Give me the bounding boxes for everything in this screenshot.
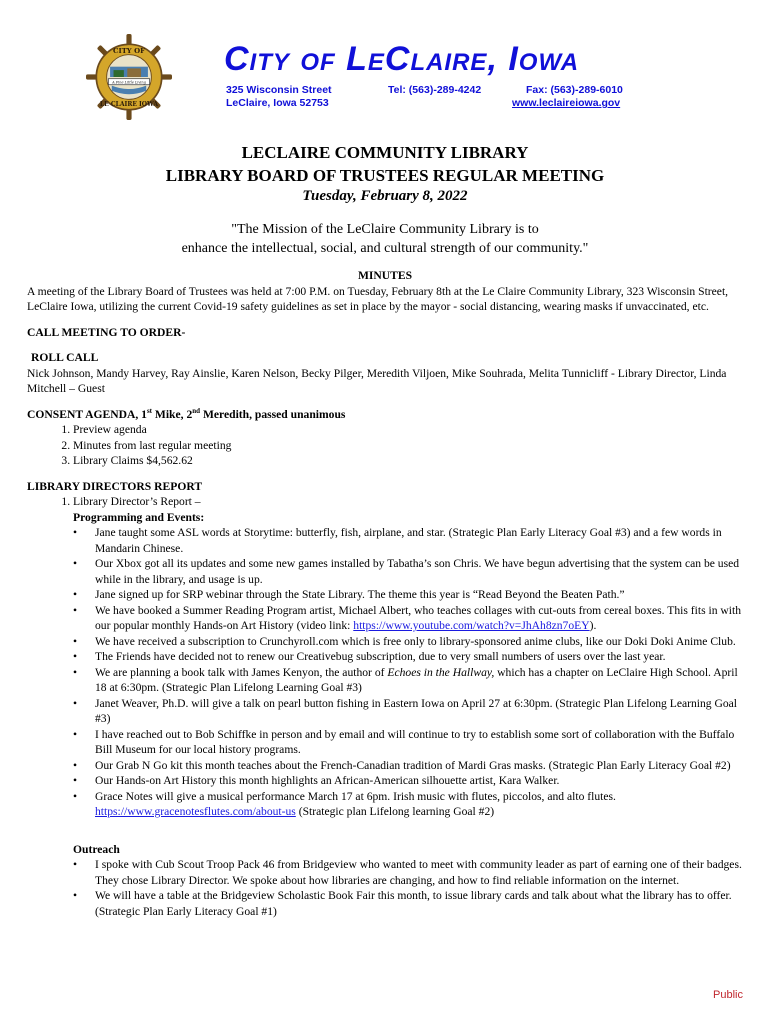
fax: Fax: (563)-289-6010: [526, 84, 623, 96]
list-item: • Janet Weaver, Ph.D. will give a talk on pearl button fishing in Eastern Iowa on April 27 at 6:30pm. (Strategic Plan Lifelong Learning Goal #3): [95, 696, 743, 727]
list-item: • We will have a table at the Bridgeview Scholastic Book Fair this month, to issue library cards and talk about what the library has to offer. (Strategic Plan Early Literacy Goal #1): [95, 888, 743, 919]
svg-text:LE CLAIRE IOWA: LE CLAIRE IOWA: [99, 101, 159, 109]
list-item: • I spoke with Cub Scout Troop Pack 46 from Bridgeview who wanted to meet with community leader as part of earning one of their badges. They chose Library Director. We spoke about how libraries are changing, and how to find reliable information on the internet.: [95, 857, 743, 888]
city-title: City of LeClaire, Iowa: [224, 40, 580, 78]
street-address: 325 Wisconsin Street: [226, 84, 332, 96]
list-item: 2. Minutes from last regular meeting: [73, 438, 743, 454]
list-item: • Our Hands-on Art History this month highlights an African-American silhouette artist, Kara Walker.: [95, 773, 743, 789]
minutes-body: [27, 268, 743, 919]
roll-call-heading: ROLL CALL: [31, 351, 99, 364]
list-item: 3. Library Claims $4,562.62: [73, 453, 743, 469]
consent-agenda-heading: CONSENT AGENDA, 1st Mike, 2nd Meredith, passed unanimous: [27, 406, 346, 421]
list-item: 1. Library Director’s Report –: [73, 494, 743, 510]
list-item: • Grace Notes will give a musical performance March 17 at 6pm. Irish music with flutes, piccolos, and alto flutes. https://www.gracenotesflutes.com/about-us (Strategic plan Lifelong learning Goal #2): [95, 789, 743, 820]
programming-list: [27, 525, 743, 820]
list-item: • We have booked a Summer Reading Program artist, Michael Albert, who teaches collages with cut-outs from cereal boxes. This fits in with our popular monthly Hands-on Art History (video link: https://www.youtube.com/watch?v=JhAh8zn7oEY).: [95, 603, 743, 634]
city-state-zip: LeClaire, Iowa 52753: [226, 97, 329, 109]
directors-report-list: [27, 494, 743, 510]
list-item: • The Friends have decided not to renew our Creativebug subscription, due to very small numbers of users over the last year.: [95, 649, 743, 665]
list-item: • Jane signed up for SRP webinar through the State Library. The theme this year is “Read Beyond the Beaten Path.”: [95, 587, 743, 603]
website-link[interactable]: www.leclaireiowa.gov: [512, 97, 621, 109]
gracenotes-link[interactable]: https://www.gracenotesflutes.com/about-us: [95, 805, 296, 818]
telephone: Tel: (563)-289-4242: [388, 84, 482, 96]
svg-text:A Fine Little Living: A Fine Little Living: [112, 80, 146, 85]
list-item: 1. Preview agenda: [73, 422, 743, 438]
meeting-date: Tuesday, February 8, 2022: [302, 188, 468, 204]
consent-agenda-list: [27, 422, 743, 469]
list-item: • Our Xbox got all its updates and some new games installed by Tabatha’s son Chris. We have begun advertising that the system can be used while in the library, and usage is up.: [95, 556, 743, 587]
attendees-list: Nick Johnson, Mandy Harvey, Ray Ainslie, Karen Nelson, Becky Pilger, Meredith Viljoen, Mike Souhrada, Melita Tunnicliff - Library Director, Linda Mitchell – Guest: [27, 366, 727, 395]
address-block: [226, 84, 332, 110]
contact-right: [512, 84, 623, 110]
meeting-title: LIBRARY BOARD OF TRUSTEES REGULAR MEETING: [165, 166, 605, 185]
list-item: • We are planning a book talk with James Kenyon, the author of Echoes in the Hallway, which has a chapter on LeClaire High School. April 18 at 6:30pm. (Strategic Plan Lifelong Learning Goal #3): [95, 665, 743, 696]
outreach-heading: Outreach: [73, 842, 120, 856]
mission-statement: "The Mission of the LeClaire Community Library is to enhance the intellectual, social, and cultural strength of our community.": [181, 222, 589, 256]
youtube-link[interactable]: https://www.youtube.com/watch?v=JhAh8zn7oEY: [353, 619, 590, 632]
outreach-list: [27, 857, 743, 919]
minutes-heading: MINUTES: [357, 269, 413, 282]
list-item: • I have reached out to Bob Schiffke in person and by email and will continue to try to establish some sort of collaboration with the Buffalo Bill Museum for our local history programs.: [95, 727, 743, 758]
call-to-order-heading: CALL MEETING TO ORDER-: [27, 325, 186, 339]
list-item: • We have received a subscription to Crunchyroll.com which is free only to library-sponsored anime clubs, like our Doki Doki Anime Club.: [95, 634, 743, 650]
list-item: • Our Grab N Go kit this month teaches about the French-Canadian tradition of Mardi Gras masks. (Strategic Plan Early Literacy Goal #2): [95, 758, 743, 774]
classification-label: Public: [713, 989, 743, 1001]
minutes-intro: A meeting of the Library Board of Trustees was held at 7:00 P.M. on Tuesday, February 8th at the Le Claire Community Library, 323 Wisconsin Street, LeClaire Iowa, utilizing the current Covid-19 safety guidelines as set in place by the mayor - social distancing, wearing masks if unvaccinated, etc.: [27, 284, 729, 313]
city-seal-logo: [86, 34, 172, 120]
directors-report-heading: LIBRARY DIRECTORS REPORT: [27, 479, 203, 493]
svg-text:CITY OF: CITY OF: [113, 46, 145, 55]
library-name: LECLAIRE COMMUNITY LIBRARY: [241, 143, 529, 162]
programming-heading: Programming and Events:: [73, 510, 205, 524]
list-item: • Jane taught some ASL words at Storytime: butterfly, fish, airplane, and star. (Strategic Plan Early Literacy Goal #3) and a few words in Mandarin Chinese.: [95, 525, 743, 556]
